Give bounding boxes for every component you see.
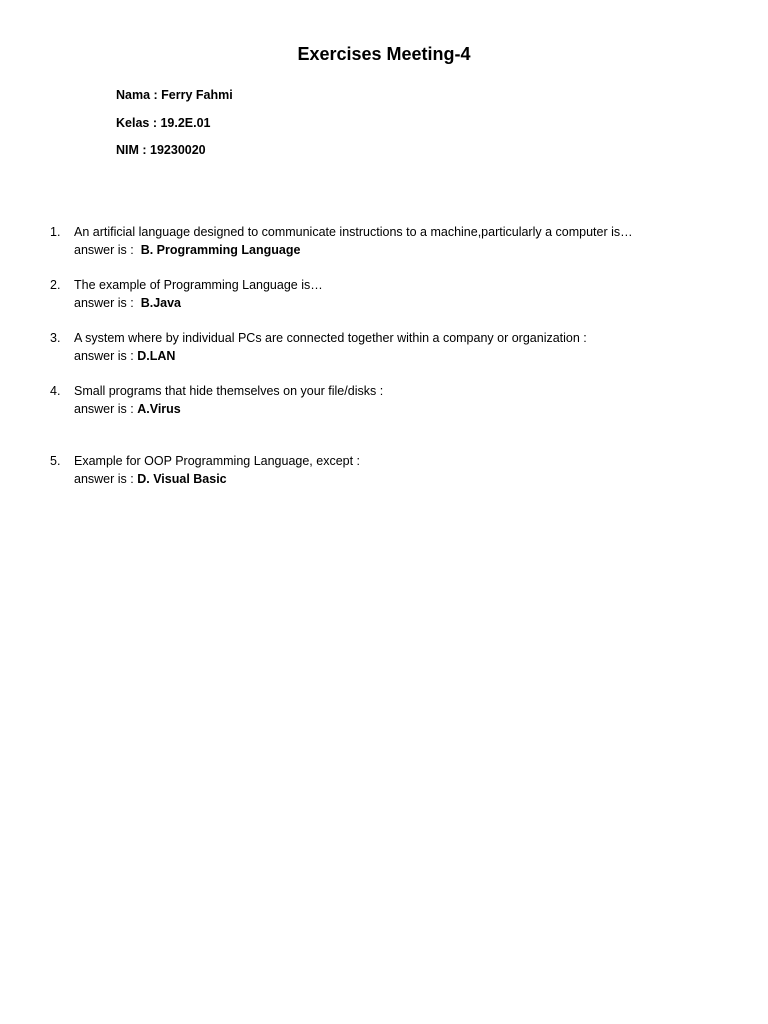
answer-value: A.Virus [137,401,181,416]
answer-prefix: answer is : [74,401,138,416]
answer-value: B.Java [140,295,181,310]
answer-prefix: answer is : [74,348,138,363]
question-number: 2. [50,278,61,292]
answer-value: B. Programming Language [140,242,301,257]
answer-line [74,295,323,313]
question-number: 1. [50,225,61,239]
question-text: Small programs that hide themselves on your file/disks : [74,384,384,398]
question-text: An artificial language designed to communicate instructions to a machine,particularly a computer is… [74,225,633,239]
question-number: 5. [50,454,61,468]
question-text: The example of Programming Language is… [74,278,323,292]
answer-line [74,348,587,366]
answer-line [74,401,383,419]
question-text: Example for OOP Programming Language, except : [74,454,361,468]
student-class: Kelas : 19.2E.01 [116,116,211,130]
question-number: 3. [50,331,61,345]
page-title: Exercises Meeting-4 [297,44,471,64]
answer-prefix: answer is : [74,295,141,310]
answer-prefix: answer is : [74,471,138,486]
answer-value: D.LAN [137,348,176,363]
student-nim: NIM : 19230020 [116,143,206,157]
student-name: Nama : Ferry Fahmi [116,88,233,102]
question-number: 4. [50,384,61,398]
answer-line [74,471,360,489]
answer-line [74,242,633,260]
question-text: A system where by individual PCs are connected together within a company or organization : [74,331,587,345]
answer-prefix: answer is : [74,242,141,257]
answer-value: D. Visual Basic [137,471,227,486]
